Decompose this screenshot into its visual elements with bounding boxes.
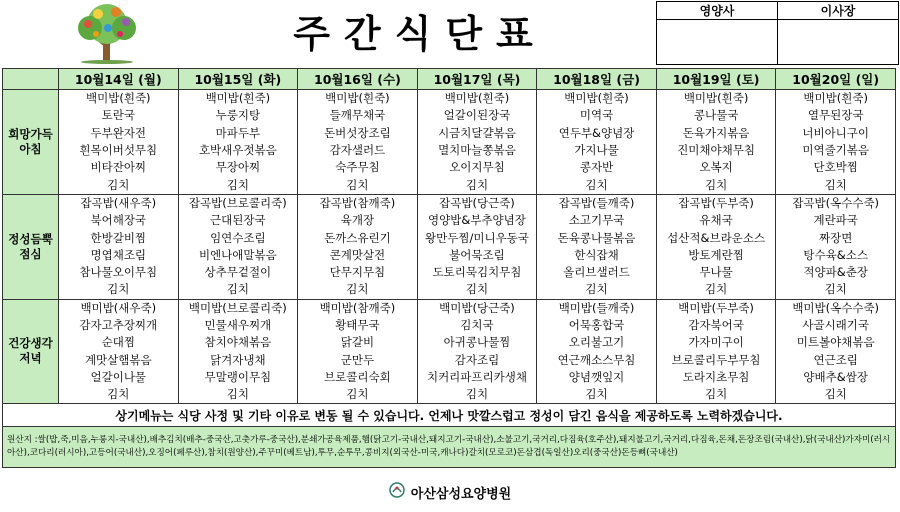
menu-item: 두부완자전 <box>59 125 179 142</box>
menu-row <box>3 125 896 142</box>
menu-item: 백미밥(흰죽) <box>417 90 537 108</box>
menu-item: 육개장 <box>298 212 418 229</box>
menu-item: 시금치달걀볶음 <box>417 125 537 142</box>
menu-item: 감자샐러드 <box>298 142 418 159</box>
menu-item: 도토리묵김치무침 <box>417 264 537 281</box>
menu-item: 오이지무침 <box>417 159 537 176</box>
menu-row <box>3 247 896 264</box>
menu-item: 김치 <box>178 386 298 404</box>
menu-item: 참나물오이무침 <box>59 264 179 281</box>
menu-item: 단호박찜 <box>776 159 896 176</box>
day-header: 10월14일 (월) <box>59 69 179 90</box>
menu-item: 계맛살햄볶음 <box>59 351 179 368</box>
menu-item: 김치 <box>417 386 537 404</box>
menu-item: 군만두 <box>298 351 418 368</box>
menu-item: 흰목이버섯무침 <box>59 142 179 159</box>
menu-item: 왕만두찜/미니우동국 <box>417 229 537 246</box>
menu-item: 비타잔아찌 <box>59 159 179 176</box>
meal-label: 정성듬뿍 점심 <box>3 194 59 299</box>
menu-item: 감자북어국 <box>656 317 776 334</box>
menu-item: 누룽지탕 <box>178 107 298 124</box>
menu-item: 무말랭이무침 <box>178 369 298 386</box>
menu-item: 어묵홍합국 <box>537 317 657 334</box>
menu-item: 김치 <box>656 281 776 299</box>
menu-item: 김치 <box>59 281 179 299</box>
menu-item: 불어묵조림 <box>417 247 537 264</box>
menu-item: 임연수조림 <box>178 229 298 246</box>
menu-item: 연두부&양념장 <box>537 125 657 142</box>
menu-row <box>3 90 896 108</box>
menu-item: 황태무국 <box>298 317 418 334</box>
menu-item: 진미채야채무침 <box>656 142 776 159</box>
menu-item: 닭갈비 <box>298 334 418 351</box>
menu-row <box>3 334 896 351</box>
menu-item: 김치 <box>537 176 657 194</box>
menu-item: 김치 <box>59 386 179 404</box>
menu-item: 적양파&춘장 <box>776 264 896 281</box>
menu-item: 백미밥(흰죽) <box>537 90 657 108</box>
menu-item: 토란국 <box>59 107 179 124</box>
tree-logo-icon <box>68 2 146 64</box>
meal-label: 희망가득 아침 <box>3 90 59 195</box>
menu-row <box>3 299 896 317</box>
menu-row <box>3 317 896 334</box>
menu-row <box>3 142 896 159</box>
menu-row <box>3 369 896 386</box>
menu-item: 계란파국 <box>776 212 896 229</box>
menu-item: 백미밥(새우죽) <box>59 299 179 317</box>
menu-item: 김치 <box>298 281 418 299</box>
menu-item: 김치 <box>298 176 418 194</box>
menu-row <box>3 229 896 246</box>
day-header: 10월20일 (일) <box>776 69 896 90</box>
menu-item: 영양밥&부추양념장 <box>417 212 537 229</box>
weekly-menu-table <box>2 68 896 468</box>
day-header: 10월18일 (금) <box>537 69 657 90</box>
menu-item: 순대찜 <box>59 334 179 351</box>
menu-item: 너비아니구이 <box>776 125 896 142</box>
day-header-row <box>3 69 896 90</box>
notice-text: 상기메뉴는 식당 사정 및 기타 이유로 변동 될 수 있습니다. 언제나 맛깔스럽고 정성이 담긴 음식을 제공하도록 노력하겠습니다. <box>3 404 896 427</box>
menu-item: 근대된장국 <box>178 212 298 229</box>
menu-item: 백미밥(참깨죽) <box>298 299 418 317</box>
menu-item: 탕수육&소스 <box>776 247 896 264</box>
menu-item: 돈육가지볶음 <box>656 125 776 142</box>
menu-item: 김치 <box>537 386 657 404</box>
menu-item: 닭겨자냉채 <box>178 351 298 368</box>
menu-item: 콘계맛살전 <box>298 247 418 264</box>
menu-row <box>3 176 896 194</box>
menu-row <box>3 212 896 229</box>
approval-label-director: 이사장 <box>778 2 899 20</box>
menu-item: 한식잡채 <box>537 247 657 264</box>
menu-item: 호박새우젓볶음 <box>178 142 298 159</box>
menu-item: 콩나물국 <box>656 107 776 124</box>
page-title: 주간식단표 <box>293 12 547 56</box>
menu-item: 상추무겉절이 <box>178 264 298 281</box>
menu-item: 김치국 <box>417 317 537 334</box>
menu-item: 가자미구이 <box>656 334 776 351</box>
menu-row <box>3 264 896 281</box>
menu-item: 브로콜리두부무침 <box>656 351 776 368</box>
menu-item: 소고기무국 <box>537 212 657 229</box>
menu-item: 백미밥(흰죽) <box>776 90 896 108</box>
menu-item: 올리브샐러드 <box>537 264 657 281</box>
menu-item: 김치 <box>417 281 537 299</box>
menu-item: 김치 <box>656 176 776 194</box>
menu-item: 김치 <box>656 386 776 404</box>
menu-item: 백미밥(흰죽) <box>178 90 298 108</box>
menu-row <box>3 159 896 176</box>
menu-item: 무나물 <box>656 264 776 281</box>
menu-item: 김치 <box>776 386 896 404</box>
menu-item: 얼갈이된장국 <box>417 107 537 124</box>
menu-item: 김치 <box>298 386 418 404</box>
menu-item: 얼갈이나물 <box>59 369 179 386</box>
menu-item: 감자조림 <box>417 351 537 368</box>
menu-item: 미역줄기볶음 <box>776 142 896 159</box>
menu-item: 도라지초무침 <box>656 369 776 386</box>
menu-item: 방토계란찜 <box>656 247 776 264</box>
menu-item: 김치 <box>178 176 298 194</box>
day-header: 10월17일 (목) <box>417 69 537 90</box>
menu-item: 김치 <box>417 176 537 194</box>
menu-item: 열무된장국 <box>776 107 896 124</box>
menu-row <box>3 351 896 368</box>
menu-item: 잡곡밥(새우죽) <box>59 194 179 212</box>
menu-item: 김치 <box>537 281 657 299</box>
menu-item: 비엔나애말볶음 <box>178 247 298 264</box>
menu-item: 오복지 <box>656 159 776 176</box>
menu-item: 백미밥(흰죽) <box>656 90 776 108</box>
approval-label-dietitian: 영양사 <box>657 2 778 20</box>
menu-item: 아귀콩나물찜 <box>417 334 537 351</box>
header-corner <box>3 69 59 90</box>
menu-item: 잡곡밥(참깨죽) <box>298 194 418 212</box>
approval-sign-director <box>778 20 899 65</box>
menu-item: 숙주무침 <box>298 159 418 176</box>
menu-item: 잡곡밥(들깨죽) <box>537 194 657 212</box>
menu-item: 섭산적&브라운소스 <box>656 229 776 246</box>
menu-item: 양념깻잎지 <box>537 369 657 386</box>
menu-item: 김치 <box>776 176 896 194</box>
menu-item: 백미밥(옥수수죽) <box>776 299 896 317</box>
menu-row <box>3 281 896 299</box>
menu-item: 들깨무채국 <box>298 107 418 124</box>
menu-item: 민물새우찌개 <box>178 317 298 334</box>
menu-item: 잡곡밥(두부죽) <box>656 194 776 212</box>
hospital-footer <box>0 482 900 507</box>
menu-item: 한방갈비찜 <box>59 229 179 246</box>
day-header: 10월15일 (화) <box>178 69 298 90</box>
menu-row <box>3 107 896 124</box>
approval-sign-dietitian <box>657 20 778 65</box>
menu-item: 참치야채볶음 <box>178 334 298 351</box>
day-header: 10월16일 (수) <box>298 69 418 90</box>
menu-item: 브로콜리숙회 <box>298 369 418 386</box>
meal-label: 건강생각 저녁 <box>3 299 59 404</box>
menu-row <box>3 194 896 212</box>
menu-item: 양배추&쌈장 <box>776 369 896 386</box>
menu-item: 사골시래기국 <box>776 317 896 334</box>
menu-item: 김치 <box>178 281 298 299</box>
menu-item: 김치 <box>776 281 896 299</box>
menu-item: 백미밥(두부죽) <box>656 299 776 317</box>
menu-item: 돈까스유린기 <box>298 229 418 246</box>
hospital-emblem-icon <box>389 482 405 507</box>
menu-item: 백미밥(들깨죽) <box>537 299 657 317</box>
day-header: 10월19일 (토) <box>656 69 776 90</box>
menu-item: 감자고추장찌개 <box>59 317 179 334</box>
menu-item: 명엽채조림 <box>59 247 179 264</box>
menu-item: 멸치마늘쫑볶음 <box>417 142 537 159</box>
menu-item: 오리불고기 <box>537 334 657 351</box>
menu-item: 유채국 <box>656 212 776 229</box>
hospital-name: 아산삼성요양병원 <box>410 487 512 502</box>
menu-item: 미역국 <box>537 107 657 124</box>
menu-item: 잡곡밥(당근죽) <box>417 194 537 212</box>
menu-item: 가지나물 <box>537 142 657 159</box>
menu-item: 북어해장국 <box>59 212 179 229</box>
menu-item: 콩자반 <box>537 159 657 176</box>
menu-item: 짜장면 <box>776 229 896 246</box>
menu-item: 치커리파프리카생채 <box>417 369 537 386</box>
menu-item: 단무지무침 <box>298 264 418 281</box>
menu-item: 미트볼야채볶음 <box>776 334 896 351</box>
approval-box <box>656 1 899 65</box>
menu-item: 돈버섯장조림 <box>298 125 418 142</box>
menu-item: 백미밥(브로콜리죽) <box>178 299 298 317</box>
menu-item: 잡곡밥(옥수수죽) <box>776 194 896 212</box>
menu-item: 잡곡밥(브로콜리죽) <box>178 194 298 212</box>
menu-item: 백미밥(흰죽) <box>298 90 418 108</box>
menu-item: 마파두부 <box>178 125 298 142</box>
menu-item: 돈육콩나물볶음 <box>537 229 657 246</box>
menu-row <box>3 386 896 404</box>
menu-item: 백미밥(당근죽) <box>417 299 537 317</box>
menu-item: 연근깨소스무침 <box>537 351 657 368</box>
menu-item: 김치 <box>59 176 179 194</box>
menu-item: 백미밥(흰죽) <box>59 90 179 108</box>
origin-info: 원산지 :쌀(밥,죽,미음,누룽지-국내산),배추김치(배추-중국산,고춧가루-중국산),분쇄가공육제품,햄(닭고기-국내산,돼지고기-국내산),소불고기,국거리,다짐육(호주산),돼지불고기,국거리,다짐육,돈채,돈장조림(국내산),닭(국내산)가자미(러시아산),코다리(러시아),고등어(국내산),오징어(페루산),참치(원양산),주꾸미(베트남),투무,순투무,콩비지(외국산-미국,캐나다)갈치(모로코)돈삼겹(독일산)오리(중국산)돈등뼈(국내산) <box>3 427 896 468</box>
menu-item: 연근조림 <box>776 351 896 368</box>
menu-item: 무장아찌 <box>178 159 298 176</box>
